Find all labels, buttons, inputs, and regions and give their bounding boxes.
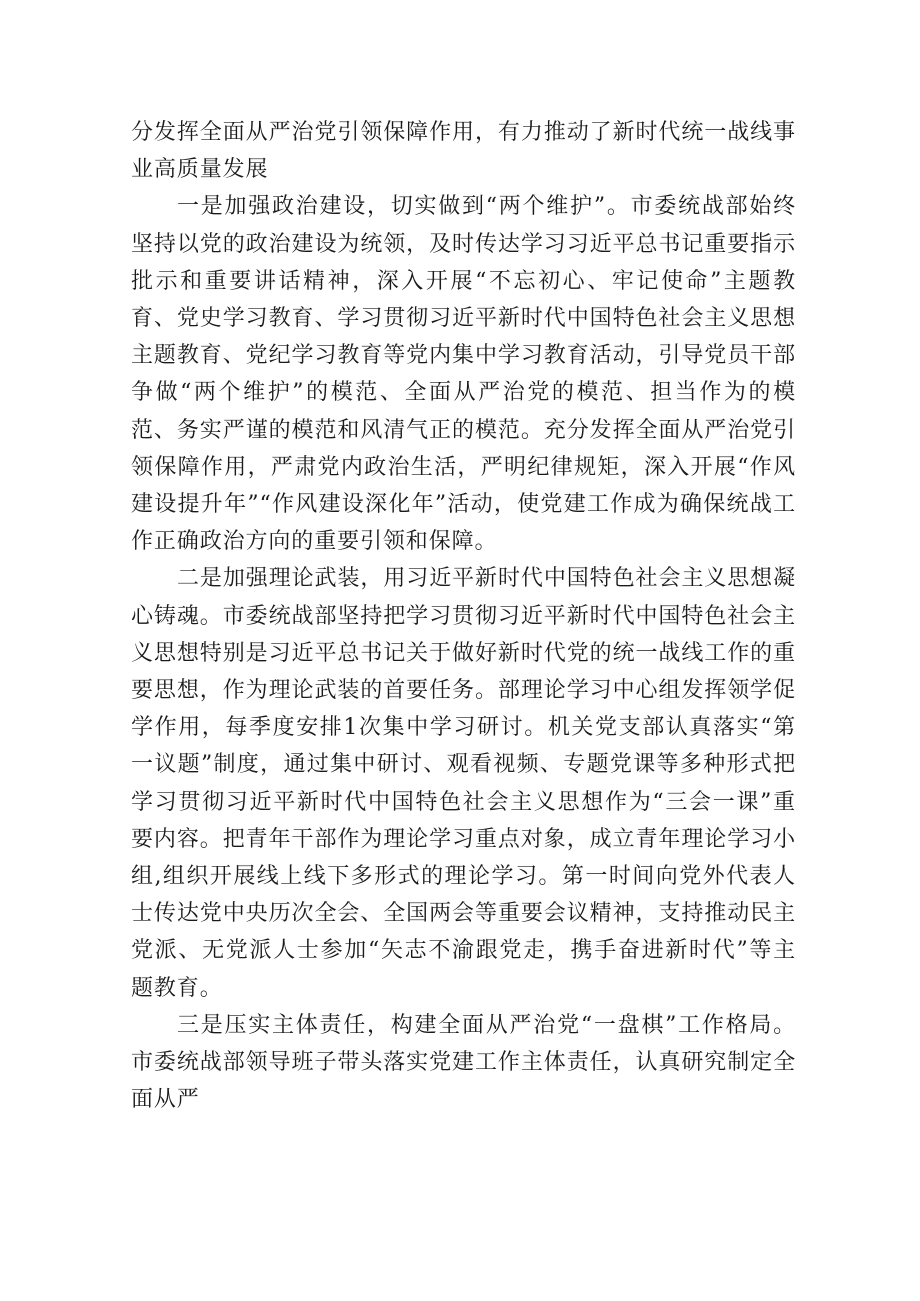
paragraph-intro-continuation: 分发挥全面从严治党引领保障作用，有力推动了新时代统一战线事业高质量发展	[131, 120, 796, 183]
paragraph-point-three: 三是压实主体责任，构建全面从严治党“一盘棋”工作格局。市委统战部领导班子带头落实党建工作主体责任，认真研究制定全面从严	[131, 1012, 796, 1113]
paragraph-point-two: 二是加强理论武装，用习近平新时代中国特色社会主义思想凝心铸魂。市委统战部坚持把学习贯彻习近平新时代中国特色社会主义思想特别是习近平总书记关于做好新时代党的统一战线工作的重要思想，作为理论武装的首要任务。部理论学习中心组发挥领学促学作用，每季度安排1次集中学习研讨。机关党支部认真落实“第一议题”制度，通过集中研讨、观看视频、专题党课等多种形式把学习贯彻习近平新时代中国特色社会主义思想作为“三会一课”重要内容。把青年干部作为理论学习重点对象，成立青年理论学习小组,组织开展线上线下多形式的理论学习。第一时间向党外代表人士传达党中央历次全会、全国两会等重要会议精神，支持推动民主党派、无党派人士参加“矢志不渝跟党走，携手奋进新时代”等主题教育。	[131, 566, 796, 1001]
document-body	[131, 114, 796, 1118]
paragraph-point-one: 一是加强政治建设，切实做到“两个维护”。市委统战部始终坚持以党的政治建设为统领，及时传达学习习近平总书记重要指示批示和重要讲话精神，深入开展“不忘初心、牢记使命”主题教育、党史学习教育、学习贯彻习近平新时代中国特色社会主义思想主题教育、党纪学习教育等党内集中学习教育活动，引导党员干部争做“两个维护”的模范、全面从严治党的模范、担当作为的模范、务实严谨的模范和风清气正的模范。充分发挥全面从严治党引领保障作用，严肃党内政治生活，严明纪律规矩，深入开展“作风建设提升年”“作风建设深化年”活动，使党建工作成为确保统战工作正确政治方向的重要引领和保障。	[131, 194, 796, 555]
